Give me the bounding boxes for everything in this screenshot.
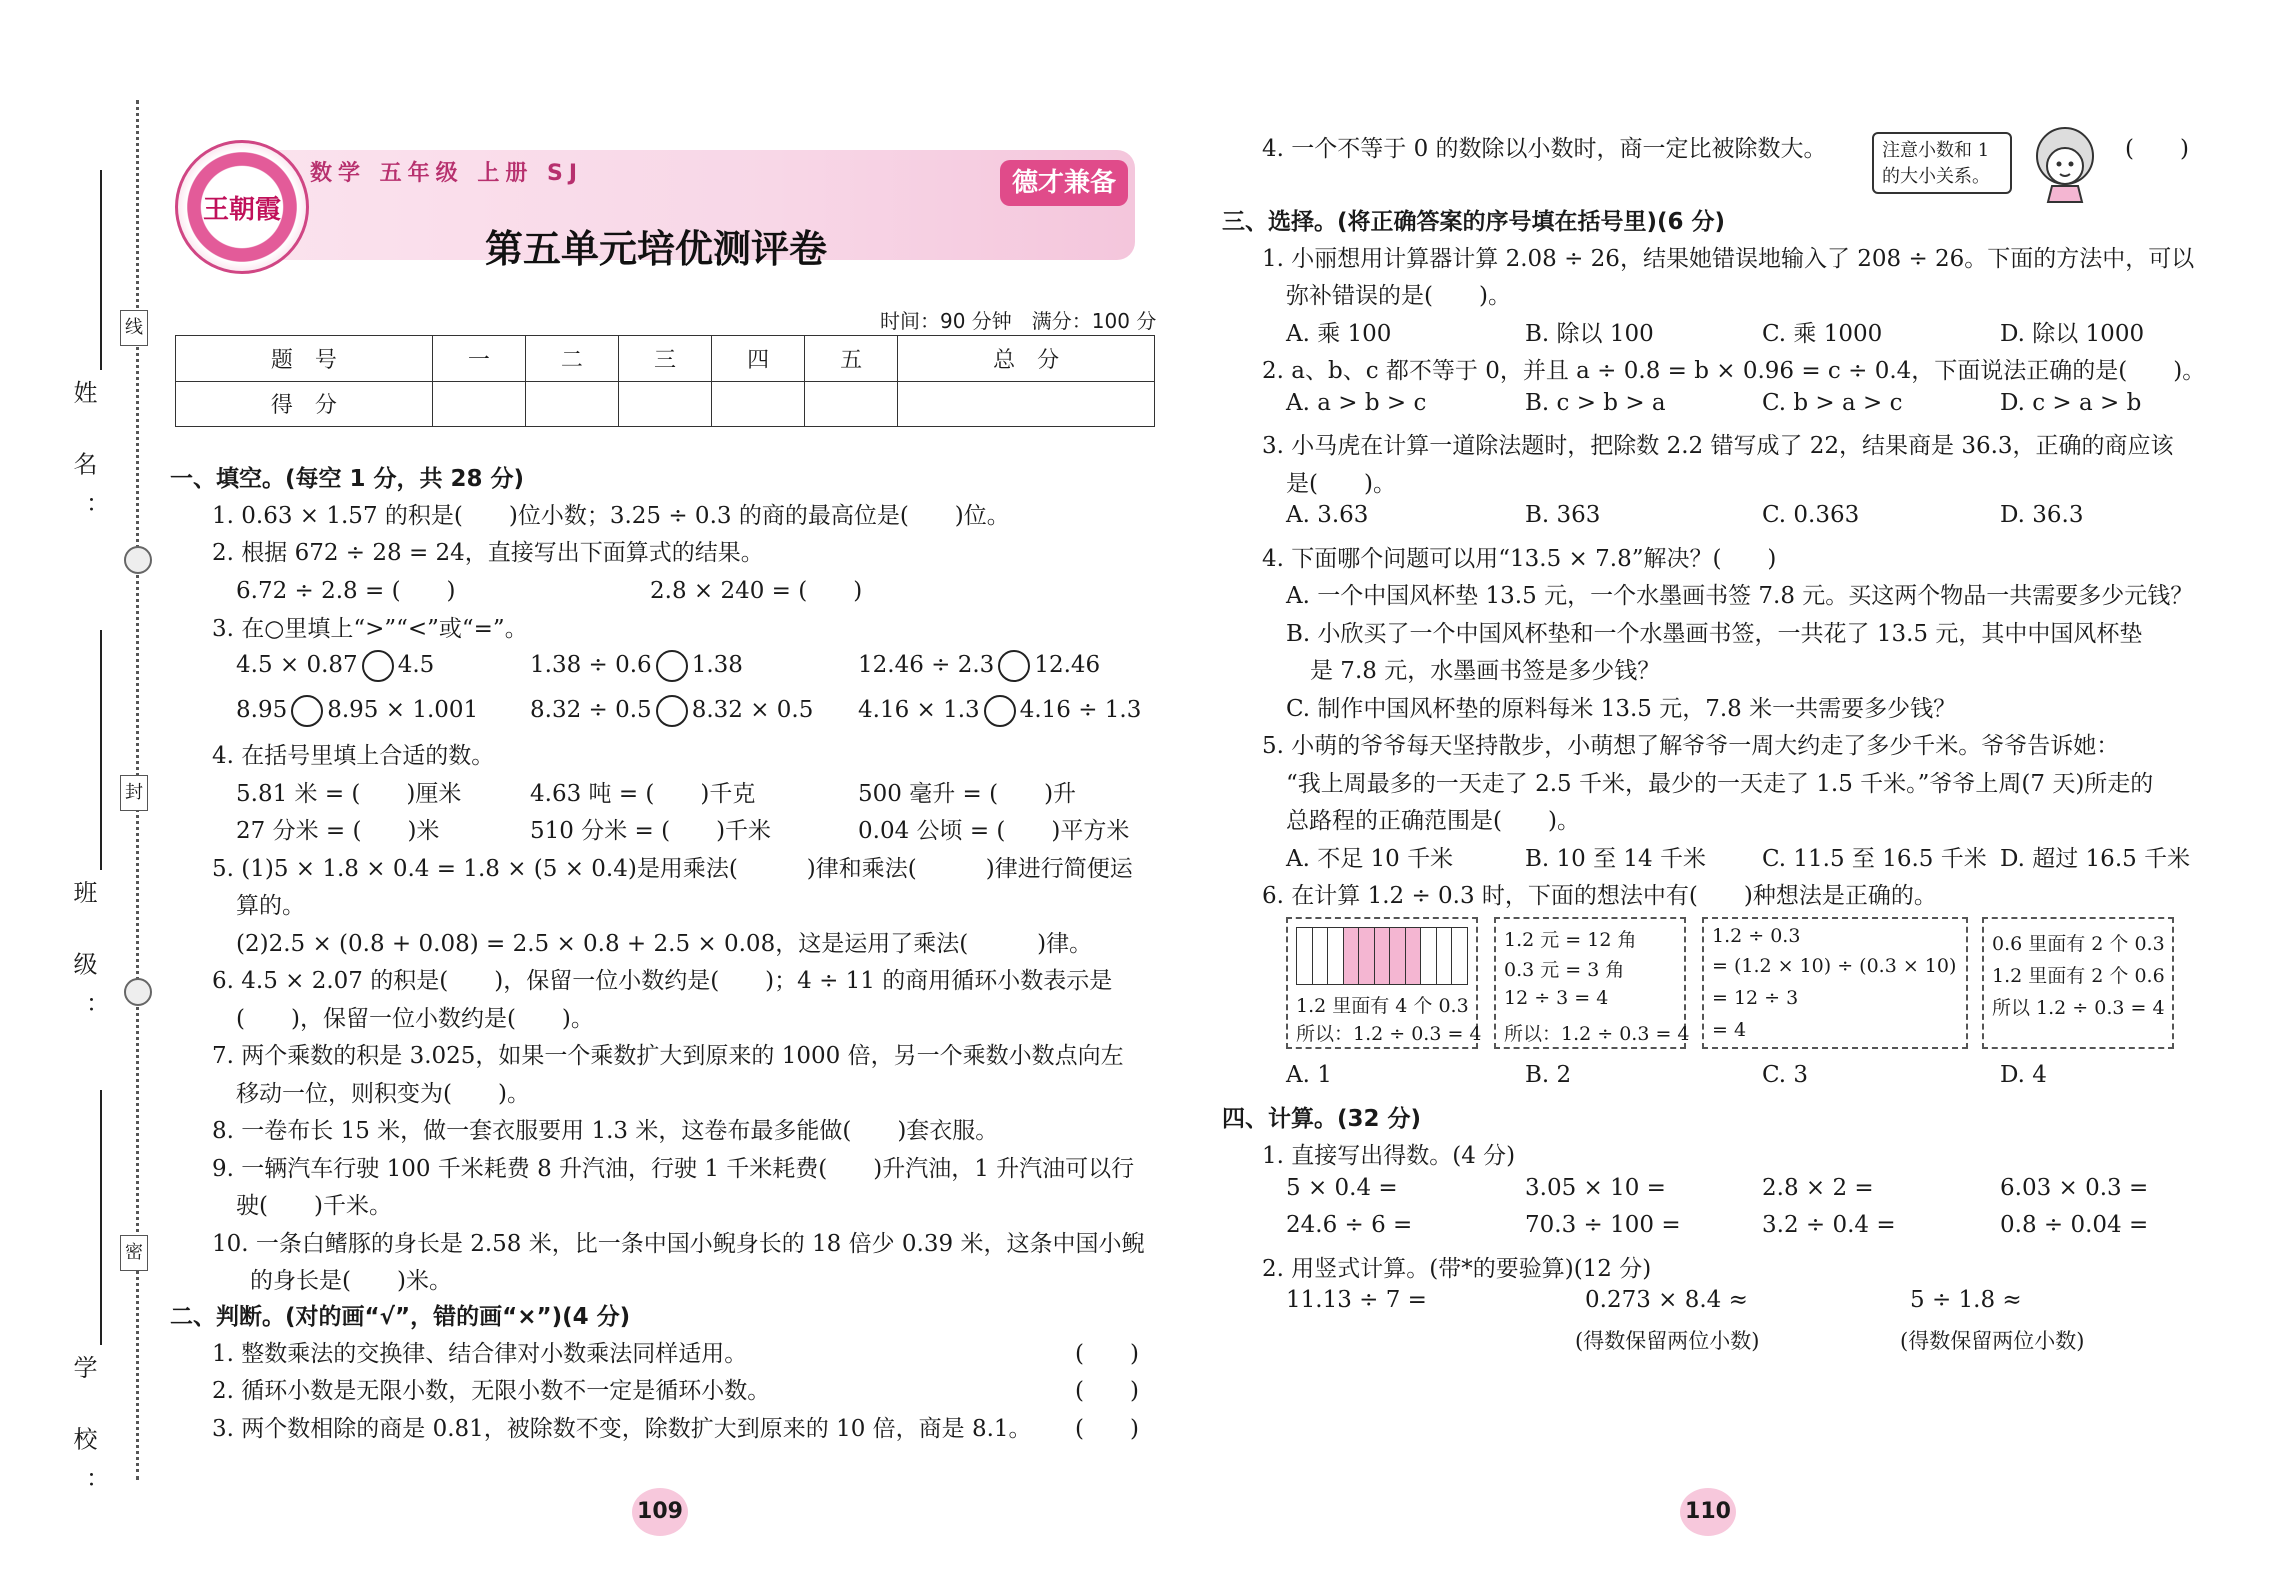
badge: 德才兼备 xyxy=(1000,160,1128,206)
option-cont: 是 7.8 元，水墨画书签是多少钱？ xyxy=(1310,658,1661,684)
round-note: (得数保留两位小数) xyxy=(1575,1329,1760,1353)
class-label: 班 级： xyxy=(69,880,97,1040)
option[interactable]: C. b > a > c xyxy=(1762,390,1903,416)
calc-item: 11.13 ÷ 7 = xyxy=(1286,1287,1427,1313)
choice-3-cont: 是( )。 xyxy=(1286,471,1396,497)
question-10-cont: 的身长是( )米。 xyxy=(250,1268,452,1294)
margin-char-1: 线 xyxy=(120,310,148,346)
judge-answer[interactable]: ( ) xyxy=(1075,1341,1139,1367)
judge-answer[interactable]: ( ) xyxy=(1075,1378,1139,1404)
unit-item: 5.81 米 = ( )厘米 xyxy=(236,781,462,807)
compare-circle[interactable] xyxy=(984,695,1016,727)
question-6-cont: ( )，保留一位小数约是( )。 xyxy=(236,1006,594,1032)
compare-item: 8.95 8.95 × 1.001 xyxy=(236,695,478,727)
question-5a: 5. (1)5 × 1.8 × 0.4 = 1.8 × (5 × 0.4)是用乘法( )律和乘法( )律进行简便运 xyxy=(212,856,1133,882)
question-3: 3. 在○里填上“>”“<”或“=”。 xyxy=(212,616,528,642)
name-label: 姓 名： xyxy=(69,380,97,540)
option[interactable]: B. 除以 100 xyxy=(1525,321,1654,347)
compare-item: 4.16 × 1.3 4.16 ÷ 1.3 xyxy=(858,695,1141,727)
binding-hole-1 xyxy=(124,546,152,574)
compute-1: 1. 直接写出得数。(4 分) xyxy=(1262,1143,1516,1169)
choice-1: 1. 小丽想用计算器计算 2.08 ÷ 26，结果她错误地输入了 208 ÷ 26。下面的方法中，可以 xyxy=(1262,246,2195,272)
option[interactable]: C. 乘 1000 xyxy=(1762,321,1883,347)
option[interactable]: D. c > a > b xyxy=(2000,390,2142,416)
option[interactable]: A. a > b > c xyxy=(1286,390,1427,416)
unit-item: 510 分米 = ( )千米 xyxy=(530,818,772,844)
compare-item: 1.38 ÷ 0.6 1.38 xyxy=(530,650,743,682)
option[interactable]: B. 363 xyxy=(1525,502,1601,528)
compare-circle[interactable] xyxy=(998,650,1030,682)
option[interactable]: C. 制作中国风杯垫的原料每米 13.5 元，7.8 米一共需要多少钱？ xyxy=(1286,696,1957,722)
time-info: 时间：90 分钟 满分：100 分 xyxy=(880,309,1157,333)
section-compute: 四、计算。(32 分) xyxy=(1222,1106,1422,1132)
option[interactable]: A. 3.63 xyxy=(1286,502,1369,528)
page-title: 第五单元培优测评卷 xyxy=(485,227,828,271)
score-cell: 得 分 xyxy=(176,381,433,427)
margin-char-2: 封 xyxy=(120,775,148,811)
option[interactable]: B. 小欣买了一个中国风杯垫和一个水墨画书签，一共花了 13.5 元，其中中国风杯垫 xyxy=(1286,621,2143,647)
choice-5-cont: 总路程的正确范围是( )。 xyxy=(1286,808,1580,834)
option[interactable]: A. 一个中国风杯垫 13.5 元，一个水墨画书签 7.8 元。买这两个物品一共需要多少元钱？ xyxy=(1286,583,2194,609)
judge-2: 2. 循环小数是无限小数，无限小数不一定是循环小数。 xyxy=(212,1378,771,1404)
option[interactable]: A. 1 xyxy=(1286,1062,1332,1088)
method-box-1: 1.2 里面有 4 个 0.3 所以：1.2 ÷ 0.3 = 4 xyxy=(1286,917,1478,1049)
question-9-cont: 驶( )千米。 xyxy=(236,1193,392,1219)
section-choice: 三、选择。(将正确答案的序号填在括号里)(6 分) xyxy=(1222,209,1726,235)
compare-item: 8.32 ÷ 0.5 8.32 × 0.5 xyxy=(530,695,813,727)
option[interactable]: A. 不足 10 千米 xyxy=(1286,846,1454,872)
subject-line: 数学 五年级 上册 SJ xyxy=(310,161,584,186)
question-2a: 6.72 ÷ 2.8 = ( ) xyxy=(236,578,456,604)
score-input[interactable] xyxy=(618,381,711,427)
question-2: 2. 根据 672 ÷ 28 = 24，直接写出下面算式的结果。 xyxy=(212,540,764,566)
judge-1: 1. 整数乘法的交换律、结合律对小数乘法同样适用。 xyxy=(212,1341,748,1367)
score-input[interactable] xyxy=(712,381,805,427)
calc-item: 3.05 × 10 = xyxy=(1525,1175,1666,1201)
score-input[interactable] xyxy=(432,381,525,427)
score-cell: 总 分 xyxy=(898,336,1155,382)
unit-item: 0.04 公顷 = ( )平方米 xyxy=(858,818,1130,844)
margin-char-3: 密 xyxy=(120,1235,148,1271)
choice-2: 2. a、b、c 都不等于 0，并且 a ÷ 0.8 = b × 0.96 = c ÷ 0.4，下面说法正确的是( )。 xyxy=(1262,358,2206,384)
calc-item: 0.8 ÷ 0.04 = xyxy=(2000,1212,2149,1238)
option[interactable]: D. 36.3 xyxy=(2000,502,2084,528)
brand-logo: 王朝霞 xyxy=(175,140,309,274)
unit-item: 27 分米 = ( )米 xyxy=(236,818,440,844)
unit-item: 500 毫升 = ( )升 xyxy=(858,781,1077,807)
calc-item: 24.6 ÷ 6 = xyxy=(1286,1212,1413,1238)
calc-item: 2.8 × 2 = xyxy=(1762,1175,1874,1201)
option[interactable]: B. 10 至 14 千米 xyxy=(1525,846,1706,872)
round-note: (得数保留两位小数) xyxy=(1900,1329,2085,1353)
option[interactable]: C. 11.5 至 16.5 千米 xyxy=(1762,846,1987,872)
choice-3: 3. 小马虎在计算一道除法题时，把除数 2.2 错写成了 22，结果商是 36.3，正确的商应该 xyxy=(1262,433,2174,459)
compare-circle[interactable] xyxy=(291,695,323,727)
choice-6: 6. 在计算 1.2 ÷ 0.3 时，下面的想法中有( )种想法是正确的。 xyxy=(1262,883,1937,909)
score-header-row xyxy=(176,336,1155,382)
school-line xyxy=(100,1090,102,1345)
name-line xyxy=(100,170,102,370)
calc-item: 5 × 0.4 = xyxy=(1286,1175,1398,1201)
score-input[interactable] xyxy=(805,381,898,427)
choice-5: 5. 小萌的爷爷每天坚持散步，小萌想了解爷爷一周大约走了多少千米。爷爷告诉她： xyxy=(1262,733,2120,759)
question-9: 9. 一辆汽车行驶 100 千米耗费 8 升汽油，行驶 1 千米耗费( )升汽油，1 升汽油可以行 xyxy=(212,1156,1135,1182)
judge-4: 4. 一个不等于 0 的数除以小数时，商一定比被除数大。 xyxy=(1262,136,1827,162)
score-value-row xyxy=(176,381,1155,427)
option[interactable]: C. 3 xyxy=(1762,1062,1809,1088)
judge-answer[interactable]: ( ) xyxy=(1075,1416,1139,1442)
tenths-bar xyxy=(1296,927,1468,985)
option[interactable]: D. 除以 1000 xyxy=(2000,321,2145,347)
judge-3: 3. 两个数相除的商是 0.81，被除数不变，除数扩大到原来的 10 倍，商是 8.1。 xyxy=(212,1416,1032,1442)
compare-circle[interactable] xyxy=(656,650,688,682)
score-cell: 四 xyxy=(712,336,805,382)
compare-circle[interactable] xyxy=(656,695,688,727)
choice-1-cont: 弥补错误的是( )。 xyxy=(1286,283,1511,309)
option[interactable]: D. 超过 16.5 千米 xyxy=(2000,846,2191,872)
option[interactable]: B. c > b > a xyxy=(1525,390,1666,416)
score-table xyxy=(175,335,1155,427)
calc-item: 6.03 × 0.3 = xyxy=(2000,1175,2149,1201)
score-cell: 五 xyxy=(805,336,898,382)
question-5a-cont: 算的。 xyxy=(236,893,305,919)
compare-circle[interactable] xyxy=(362,650,394,682)
cartoon-girl-icon xyxy=(2030,122,2100,204)
question-5b: (2)2.5 × (0.8 + 0.08) = 2.5 × 0.8 + 2.5 × 0.08，这是运用了乘法( )律。 xyxy=(236,931,1093,957)
question-2b: 2.8 × 240 = ( ) xyxy=(650,578,863,604)
score-cell: 三 xyxy=(618,336,711,382)
score-cell: 二 xyxy=(525,336,618,382)
option[interactable]: D. 4 xyxy=(2000,1062,2047,1088)
calc-item: 0.273 × 8.4 ≈ xyxy=(1585,1287,1748,1313)
score-input[interactable] xyxy=(525,381,618,427)
unit-item: 4.63 吨 = ( )千克 xyxy=(530,781,756,807)
compare-item: 12.46 ÷ 2.3 12.46 xyxy=(858,650,1100,682)
compute-2: 2. 用竖式计算。(带*的要验算)(12 分) xyxy=(1262,1256,1652,1282)
question-7-cont: 移动一位，则积变为( )。 xyxy=(236,1081,530,1107)
score-cell: 一 xyxy=(432,336,525,382)
question-10: 10. 一条白鳍豚的身长是 2.58 米，比一条中国小鲵身长的 18 倍少 0.39 米，这条中国小鲵 xyxy=(212,1231,1145,1257)
question-7: 7. 两个乘数的积是 3.025，如果一个乘数扩大到原来的 1000 倍，另一个乘数小数点向左 xyxy=(212,1043,1124,1069)
score-input[interactable] xyxy=(898,381,1155,427)
page-number-right: 110 xyxy=(1680,1488,1736,1536)
method-box-4: 0.6 里面有 2 个 0.3 1.2 里面有 2 个 0.6 所以 1.2 ÷ 0.3 = 4 xyxy=(1982,917,2174,1049)
choice-4: 4. 下面哪个问题可以用“13.5 × 7.8”解决？( ) xyxy=(1262,546,1777,572)
question-6: 6. 4.5 × 2.07 的积是( )，保留一位小数约是( )；4 ÷ 11 的商用循环小数表示是 xyxy=(212,968,1113,994)
choice-5-cont: “我上周最多的一天走了 2.5 千米，最少的一天走了 1.5 千米。”爷爷上周(7 天)所走的 xyxy=(1286,771,2154,797)
hint-bubble: 注意小数和 1 的大小关系。 xyxy=(1872,132,2012,194)
method-box-3: 1.2 ÷ 0.3 = (1.2 × 10) ÷ (0.3 × 10) = 12 ÷ 3 = 4 xyxy=(1702,917,1968,1049)
question-4: 4. 在括号里填上合适的数。 xyxy=(212,743,495,769)
calc-item: 70.3 ÷ 100 = xyxy=(1525,1212,1681,1238)
option[interactable]: C. 0.363 xyxy=(1762,502,1860,528)
header xyxy=(175,140,1155,270)
school-label: 学 校： xyxy=(69,1355,97,1515)
option[interactable]: A. 乘 100 xyxy=(1286,321,1392,347)
binding-margin xyxy=(0,0,143,1582)
calc-item: 3.2 ÷ 0.4 = xyxy=(1762,1212,1896,1238)
compare-item: 4.5 × 0.87 4.5 xyxy=(236,650,434,682)
binding-hole-2 xyxy=(124,978,152,1006)
question-1: 1. 0.63 × 1.57 的积是( )位小数；3.25 ÷ 0.3 的商的最高位是( )位。 xyxy=(212,503,1010,529)
judge-answer[interactable]: ( ) xyxy=(2125,136,2189,162)
page-number-left: 109 xyxy=(632,1488,688,1536)
method-box-2: 1.2 元 = 12 角 0.3 元 = 3 角 12 ÷ 3 = 4 所以：1.2 ÷ 0.3 = 4 xyxy=(1494,917,1686,1049)
section-fill-blank: 一、填空。(每空 1 分，共 28 分) xyxy=(170,466,525,492)
score-cell: 题 号 xyxy=(176,336,433,382)
calc-item: 5 ÷ 1.8 ≈ xyxy=(1910,1287,2022,1313)
class-line xyxy=(100,630,102,870)
option[interactable]: B. 2 xyxy=(1525,1062,1572,1088)
section-judge: 二、判断。(对的画“√”，错的画“×”)(4 分) xyxy=(170,1304,631,1330)
question-8: 8. 一卷布长 15 米，做一套衣服要用 1.3 米，这卷布最多能做( )套衣服。 xyxy=(212,1118,999,1144)
